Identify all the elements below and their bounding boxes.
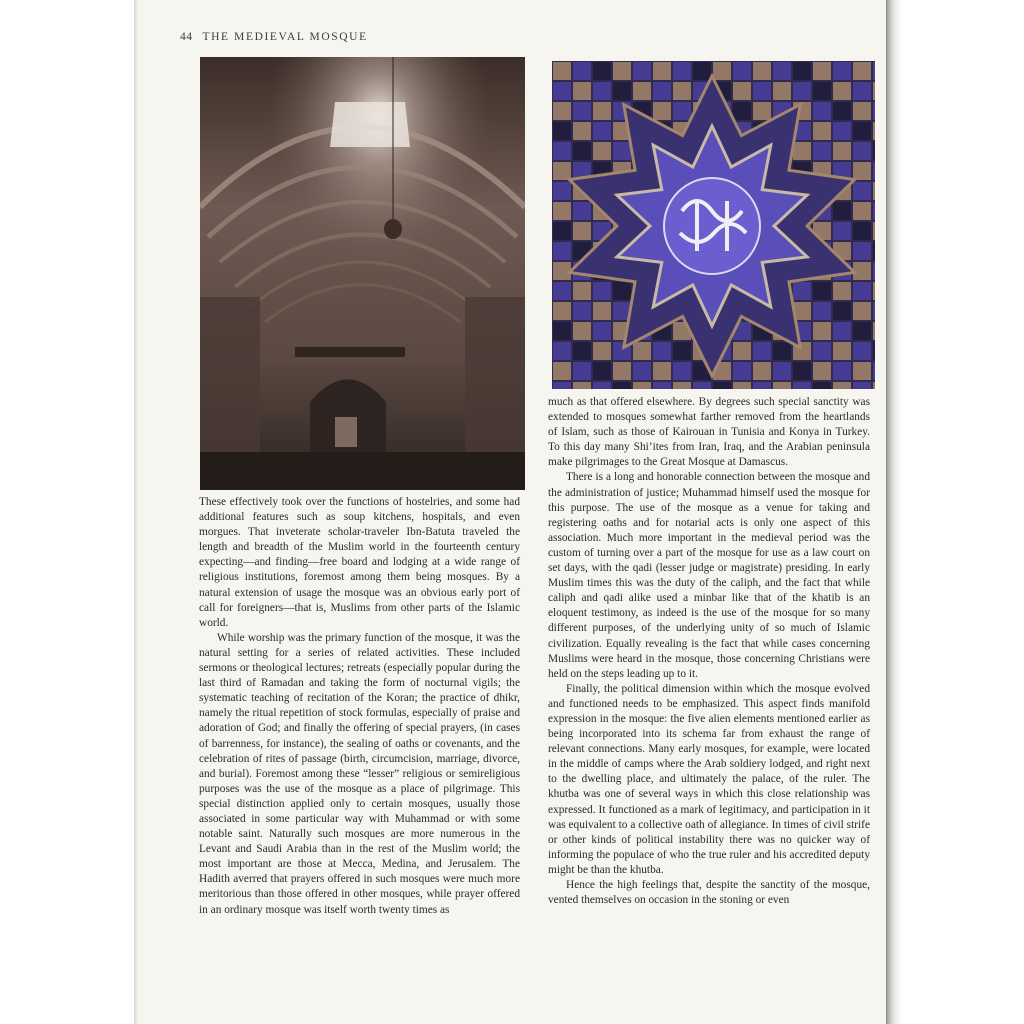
running-header [180, 31, 368, 43]
interior-vaulted-hall-photo [200, 57, 525, 490]
scan-margin-left [0, 0, 138, 1024]
paragraph: much as that offered elsewhere. By degrees such special sanctity was extended to mosques somewhat farther removed from the heartlands of Islam, such as those of Kairouan in Tunisia and Konya in Turkey. To this day many Shi’ites from Iran, Iraq, and the Arabian peninsula make pilgrimages to the Great Mosque at Damascus. [548, 396, 870, 469]
paragraph: These effectively took over the functions of hostelries, and some had additional features such as soup kitchens, hospitals, and even morgues. That inveterate scholar-traveler Ibn-Batuta traveled the length and breadth of the Muslim world in the fourteenth century expecting—and finding—free board and lodging at a wide range of religious institutions, foremost among them being mosques. By a natural extension of usage the mosque was an obvious early port of call for foreigners—that is, Muslims from other parts of the Islamic world. [199, 496, 520, 629]
paragraph: There is a long and honorable connection between the mosque and the administration of justice; Muhammad himself used the mosque for this purpose. The use of the mosque as a venue for taking and registering oaths and for notarial acts is only one aspect of this association. Much more important in the medieval period was the custom of turning over a part of the mosque for use as a law court on set days, with the qadi (lesser judge or magistrate) presiding. In early Muslim times this was the duty of the caliph, and the fact that while caliph and qadi alike used a minbar like that of the khatib is an eloquent testimony, as indeed is the use of the mosque for so many different purposes, of the underlying unity of so much of Islamic civilization. Equally revealing is the fact that while cases concerning Muslims were heard in the mosque, those concerning Christians were held on the steps leading up to it. [548, 471, 870, 680]
ceiling-tile-star-pattern-photo [552, 61, 875, 389]
running-title: THE MEDIEVAL MOSQUE [202, 31, 368, 43]
page-number: 44 [180, 31, 193, 43]
left-text-column [199, 495, 520, 918]
paragraph: Finally, the political dimension within which the mosque evolved and functioned needs to be emphasized. This aspect finds manifold expression in the mosque: the five alien elements mentioned earlier as being incorporated into its schema far from exhaust the range of relevant connections. Many early mosques, for example, were located in the middle of camps where the Arab soldiery lodged, and right next to the dwelling place, and ultimately the palace, of the ruler. The khutba was one of several ways in which this close relationship was expressed. It functioned as a mark of legitimacy, and participation in it was equivalent to a collective oath of allegiance. In times of civil strife or other kinds of political instability there was no quicker way of informing the populace of who the true ruler and his accredited deputy might be than the khutba. [548, 682, 870, 876]
right-text-column [548, 395, 870, 908]
paragraph: While worship was the primary function of the mosque, it was the natural setting for a series of related activities. These included sermons or theological lectures; retreats (especially popular during the last third of Ramadan and taking the form of nocturnal vigils; the systematic teaching of recitation of the Koran; the practice of dhikr, namely the ritual repetition of stock formulas, especially of praise and adoration of God; and finally the offering of special prayers, (in cases of barrenness, for instance), the sealing of oaths or covenants, and the celebration of rites of passage (birth, circumcision, marriage, divorce, and burial). Foremost among these “lesser” religious or semireligious purposes was the use of the mosque as a place of pilgrimage. This special distinction applied only to certain mosques, usually those associated in some particular way with Muhammad or with some notable saint. Naturally such mosques are more numerous in the Levant and Saudi Arabia than in the rest of the Muslim world; the most important are those at Mecca, Medina, and Jerusalem. The Hadith averred that prayers offered in such mosques were much more meritorious than those offered in other mosques, while prayer offered in an ordinary mosque was itself worth twenty times as [199, 631, 520, 916]
paragraph: Hence the high feelings that, despite the sanctity of the mosque, vented themselves on occasion in the stoning or even [548, 879, 870, 907]
book-gutter [886, 0, 1024, 1024]
